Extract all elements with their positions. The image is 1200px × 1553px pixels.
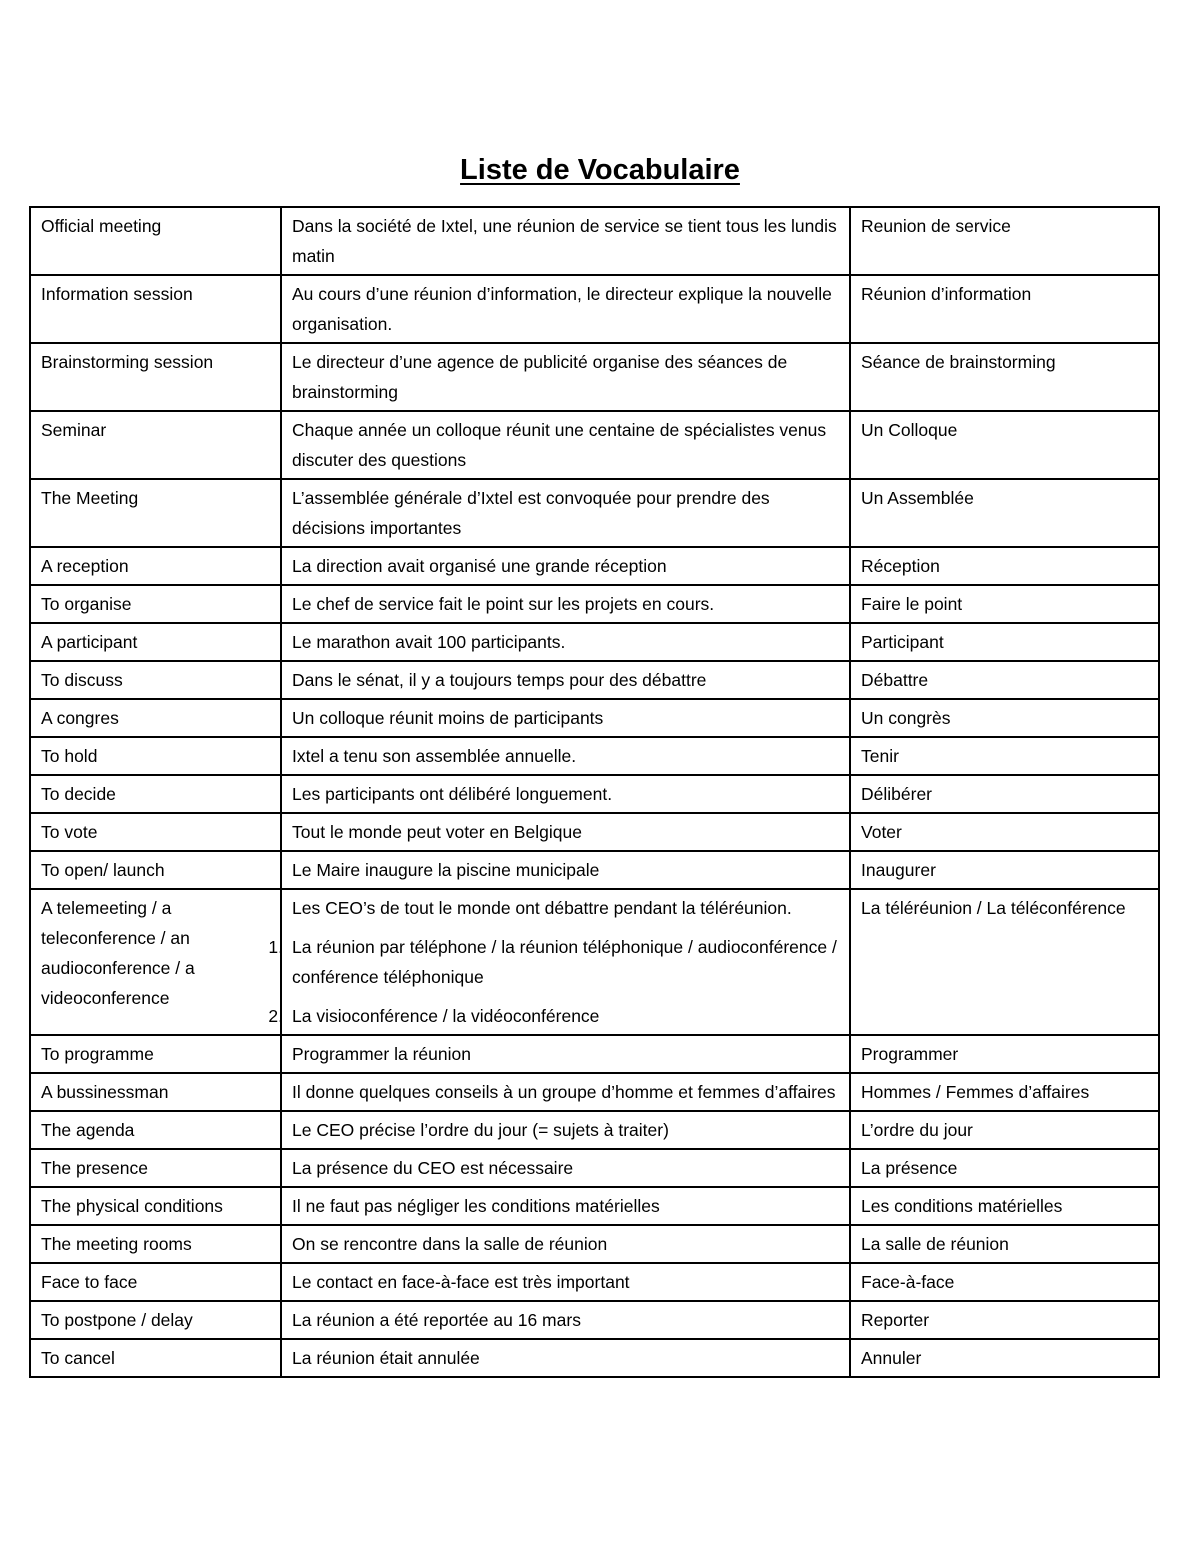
example-sentence-cell: Dans la société de Ixtel, une réunion de service se tient tous les lundis matin <box>281 207 850 275</box>
table-row <box>30 1263 1159 1301</box>
example-sentence-cell: Il donne quelques conseils à un groupe d’homme et femmes d’affaires <box>281 1073 850 1111</box>
numbered-item <box>268 1001 839 1031</box>
example-sentence-cell: Les participants ont délibéré longuement. <box>281 775 850 813</box>
english-term-cell: A participant <box>30 623 281 661</box>
french-term-cell: Un congrès <box>850 699 1159 737</box>
table-row <box>30 813 1159 851</box>
table-row <box>30 889 1159 1035</box>
example-sentence-cell: Il ne faut pas négliger les conditions matérielles <box>281 1187 850 1225</box>
example-sentence: Les CEO’s de tout le monde ont débattre pendant la téléréunion. <box>292 898 792 918</box>
example-sentence-cell: Le CEO précise l’ordre du jour (= sujets à traiter) <box>281 1111 850 1149</box>
english-term-cell: To postpone / delay <box>30 1301 281 1339</box>
english-term-cell: The agenda <box>30 1111 281 1149</box>
table-row <box>30 851 1159 889</box>
example-sentence-cell: Programmer la réunion <box>281 1035 850 1073</box>
french-term-cell: La salle de réunion <box>850 1225 1159 1263</box>
table-row <box>30 411 1159 479</box>
english-term-cell: To hold <box>30 737 281 775</box>
english-term-cell: Seminar <box>30 411 281 479</box>
example-sentence-cell: La direction avait organisé une grande réception <box>281 547 850 585</box>
english-term-cell: The presence <box>30 1149 281 1187</box>
example-sentence-cell: Le directeur d’une agence de publicité organise des séances de brainstorming <box>281 343 850 411</box>
french-term-cell: Hommes / Femmes d’affaires <box>850 1073 1159 1111</box>
item-number: 2. <box>268 1006 283 1026</box>
english-term-cell: Official meeting <box>30 207 281 275</box>
english-term-cell: The Meeting <box>30 479 281 547</box>
table-row <box>30 1187 1159 1225</box>
english-term-cell: Face to face <box>30 1263 281 1301</box>
english-term-cell: To open/ launch <box>30 851 281 889</box>
french-term-cell: Voter <box>850 813 1159 851</box>
example-sentence-cell <box>268 889 850 1035</box>
example-sentence-cell: On se rencontre dans la salle de réunion <box>281 1225 850 1263</box>
example-sentence-cell: Au cours d’une réunion d’information, le directeur explique la nouvelle organisation. <box>281 275 850 343</box>
table-row <box>30 275 1159 343</box>
english-term-cell: A bussinessman <box>30 1073 281 1111</box>
table-row <box>30 1149 1159 1187</box>
french-term-cell: Délibérer <box>850 775 1159 813</box>
french-term-cell: Inaugurer <box>850 851 1159 889</box>
table-row <box>30 1339 1159 1377</box>
english-term-cell: Information session <box>30 275 281 343</box>
numbered-item <box>268 932 839 992</box>
english-term-cell: To organise <box>30 585 281 623</box>
page-title: Liste de Vocabulaire <box>460 154 740 186</box>
example-sentence-cell: La réunion a été reportée au 16 mars <box>281 1301 850 1339</box>
example-sentence-cell: Ixtel a tenu son assemblée annuelle. <box>281 737 850 775</box>
table-row <box>30 1111 1159 1149</box>
example-sentence-cell: Le marathon avait 100 participants. <box>281 623 850 661</box>
french-term-cell: Un Colloque <box>850 411 1159 479</box>
example-sentence-cell: Le contact en face-à-face est très important <box>281 1263 850 1301</box>
example-sentence-cell: Le Maire inaugure la piscine municipale <box>281 851 850 889</box>
french-term-cell: Programmer <box>850 1035 1159 1073</box>
table-row <box>30 207 1159 275</box>
french-term-cell: Participant <box>850 623 1159 661</box>
item-number: 1. <box>268 937 283 957</box>
english-term-cell: The physical conditions <box>30 1187 281 1225</box>
table-row <box>30 1073 1159 1111</box>
english-term-cell: A congres <box>30 699 281 737</box>
example-sentence-cell: La présence du CEO est nécessaire <box>281 1149 850 1187</box>
item-text: La visioconférence / la vidéoconférence <box>292 1006 600 1026</box>
table-row <box>30 585 1159 623</box>
table-row <box>30 737 1159 775</box>
table-row <box>30 547 1159 585</box>
table-row <box>30 699 1159 737</box>
table-row <box>30 343 1159 411</box>
table-row <box>30 1301 1159 1339</box>
french-term-cell: Reporter <box>850 1301 1159 1339</box>
french-term-cell: Débattre <box>850 661 1159 699</box>
english-term-cell: The meeting rooms <box>30 1225 281 1263</box>
table-row <box>30 1035 1159 1073</box>
table-row <box>30 1225 1159 1263</box>
item-text: La réunion par téléphone / la réunion téléphonique / audioconférence / conférence téléphonique <box>292 937 837 987</box>
french-term-cell: Réunion d’information <box>850 275 1159 343</box>
english-term-cell: To cancel <box>30 1339 281 1377</box>
english-term-cell: To discuss <box>30 661 281 699</box>
vocabulary-table <box>29 206 1160 1378</box>
french-term-cell: Séance de brainstorming <box>850 343 1159 411</box>
table-row <box>30 775 1159 813</box>
french-term-cell: Reunion de service <box>850 207 1159 275</box>
english-term-cell: A telemeeting / a teleconference / an audioconference / a videoconference <box>30 889 281 1035</box>
french-term-cell: Tenir <box>850 737 1159 775</box>
example-sentence-cell: Chaque année un colloque réunit une centaine de spécialistes venus discuter des questions <box>281 411 850 479</box>
table-row <box>30 623 1159 661</box>
french-term-cell: Réception <box>850 547 1159 585</box>
example-sentence-cell: L’assemblée générale d’Ixtel est convoquée pour prendre des décisions importantes <box>281 479 850 547</box>
example-sentence-cell: La réunion était annulée <box>281 1339 850 1377</box>
french-term-cell: L’ordre du jour <box>850 1111 1159 1149</box>
english-term-cell: To decide <box>30 775 281 813</box>
example-sentence-cell: Le chef de service fait le point sur les projets en cours. <box>281 585 850 623</box>
example-sentence-cell: Un colloque réunit moins de participants <box>281 699 850 737</box>
french-term-cell: Faire le point <box>850 585 1159 623</box>
french-term-cell: Un Assemblée <box>850 479 1159 547</box>
vocabulary-table-body <box>30 207 1159 1377</box>
french-term-cell: Les conditions matérielles <box>850 1187 1159 1225</box>
french-term-cell: Face-à-face <box>850 1263 1159 1301</box>
english-term-cell: To programme <box>30 1035 281 1073</box>
table-row <box>30 661 1159 699</box>
french-term-cell: La téléréunion / La téléconférence <box>850 889 1159 1035</box>
example-sentence-cell: Tout le monde peut voter en Belgique <box>281 813 850 851</box>
english-term-cell: A reception <box>30 547 281 585</box>
english-term-cell: Brainstorming session <box>30 343 281 411</box>
table-row <box>30 479 1159 547</box>
french-term-cell: Annuler <box>850 1339 1159 1377</box>
example-sentence-cell: Dans le sénat, il y a toujours temps pour des débattre <box>281 661 850 699</box>
french-term-cell: La présence <box>850 1149 1159 1187</box>
english-term-cell: To vote <box>30 813 281 851</box>
